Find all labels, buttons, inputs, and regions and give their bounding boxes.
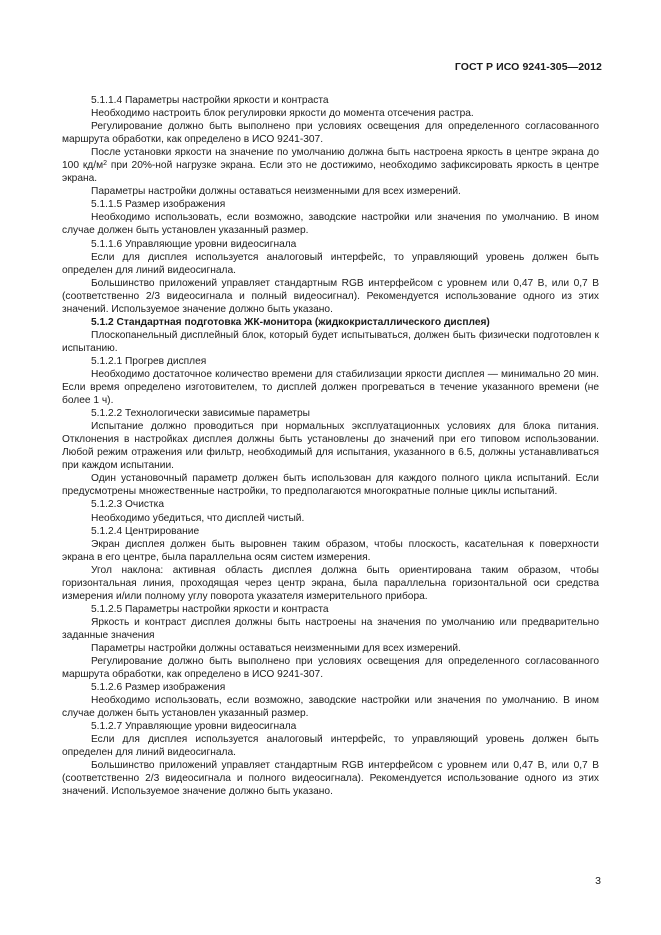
paragraph: Параметры настройки должны оставаться неизменными для всех измерений. (91, 186, 461, 198)
subsection-heading: 5.1.2 Стандартная подготовка ЖК-монитора (жидкокристаллического дисплея) (91, 316, 490, 328)
paragraph: Плоскопанельный дисплейный блок, который будет испытываться, должен быть физически подготовлен к испытанию. (62, 329, 599, 354)
section-heading: 5.1.2.5 Параметры настройки яркости и контраста (91, 603, 329, 615)
paragraph: Необходимо достаточное количество времени для стабилизации яркости дисплея — минимально 20 мин. Если время определено изготовителем, то дисплей должен прогреваться в течение указанного времени (не более 1 ч). (62, 368, 599, 407)
section-heading: 5.1.1.5 Размер изображения (91, 199, 226, 211)
section-heading: 5.1.2.2 Технологически зависимые параметры (91, 408, 310, 420)
page-number: 3 (595, 875, 601, 887)
section-heading: 5.1.2.4 Центрирование (91, 525, 200, 537)
paragraph: Необходимо использовать, если возможно, заводские настройки или значения по умолчанию. В ином случае должен быть установлен указанный размер. (62, 695, 599, 720)
section-heading: 5.1.2.7 Управляющие уровни видеосигнала (91, 721, 297, 733)
section-heading: 5.1.2.3 Очистка (91, 499, 165, 511)
paragraph: Регулирование должно быть выполнено при условиях освещения для определенного согласованного маршрута обработки, как определено в ИСО 9241-307. (62, 121, 599, 146)
paragraph-text: После установки яркости на значение по умолчанию должна быть настроена яркость в центре экрана до 100 кд/м (62, 147, 599, 172)
paragraph: Яркость и контраст дисплея должны быть настроены на значения по умолчанию или предварительно заданные значения (62, 616, 599, 641)
document-body (62, 94, 599, 799)
paragraph: Необходимо настроить блок регулировки яркости до момента отсечения растра. (91, 108, 474, 120)
section-heading: 5.1.2.1 Прогрев дисплея (91, 355, 207, 367)
paragraph: Необходимо использовать, если возможно, заводские настройки или значения по умолчанию. В ином случае должен быть установлен указанный размер. (62, 212, 599, 237)
paragraph: Если для дисплея используется аналоговый интерфейс, то управляющий уровень должен быть определен для линий видеосигнала. (62, 734, 599, 759)
section-heading: 5.1.1.6 Управляющие уровни видеосигнала (91, 238, 297, 250)
paragraph: Экран дисплея должен быть выровнен таким образом, чтобы плоскость, касательная к поверхности экрана в его центре, была параллельна осям систем измерения. (62, 538, 599, 563)
paragraph: Большинство приложений управляет стандартным RGB интерфейсом с уровнем или 0,47 В, или 0,7 В (соответственно 2/3 видеосигнала и полный видеосигнал). Рекомендуется использование одного из этих значений. Используемое значение должно быть указано. (62, 277, 599, 315)
section-heading: 5.1.2.6 Размер изображения (91, 682, 226, 694)
paragraph: Испытание должно проводиться при нормальных эксплуатационных условиях для блока питания. Отклонения в настройках дисплея должны быть установлены до значений при его типовом использовании. Любой режим отражения или фильтр, необходимый для испытания, указанного в 6.5, должны устанавливаться при каждом испытании. (62, 421, 599, 472)
paragraph (62, 146, 599, 185)
paragraph: Один установочный параметр должен быть использован для каждого полного цикла испытаний. Если предусмотрены множественные настройки, то предполагаются многократные полные циклы испытаний. (62, 473, 599, 498)
paragraph: Большинство приложений управляет стандартным RGB интерфейсом с уровнем или 0,47 В, или 0,7 В (соответственно 2/3 видеосигнала и полного видеосигнала). Рекомендуется использование одного из этих значений. Используемое значение должно быть указано. (62, 760, 599, 798)
superscript: 2 (103, 160, 107, 168)
paragraph: Если для дисплея используется аналоговый интерфейс, то управляющий уровень должен быть определен для линий видеосигнала. (62, 251, 599, 276)
paragraph: Угол наклона: активная область дисплея должна быть ориентирована таким образом, чтобы горизонтальная линия, проходящая через центр экрана, была параллельна горизонтальной оси средства измерения и/или полному углу поворота указателя измерительного прибора. (62, 564, 599, 602)
paragraph: Параметры настройки должны оставаться неизменными для всех измерений. (91, 642, 461, 654)
document-header: ГОСТ Р ИСО 9241-305—2012 (454, 61, 602, 73)
paragraph: Необходимо убедиться, что дисплей чистый. (91, 512, 305, 524)
section-heading: 5.1.1.4 Параметры настройки яркости и контраста (91, 95, 329, 106)
paragraph-text-tail: при 20%-ной нагрузке экрана. Если это не достижимо, необходимо зафиксировать яркость в центре экрана. (62, 160, 599, 185)
paragraph: Регулирование должно быть выполнено при условиях освещения для определенного согласованного маршрута обработки, как определено в ИСО 9241-307. (62, 656, 599, 681)
